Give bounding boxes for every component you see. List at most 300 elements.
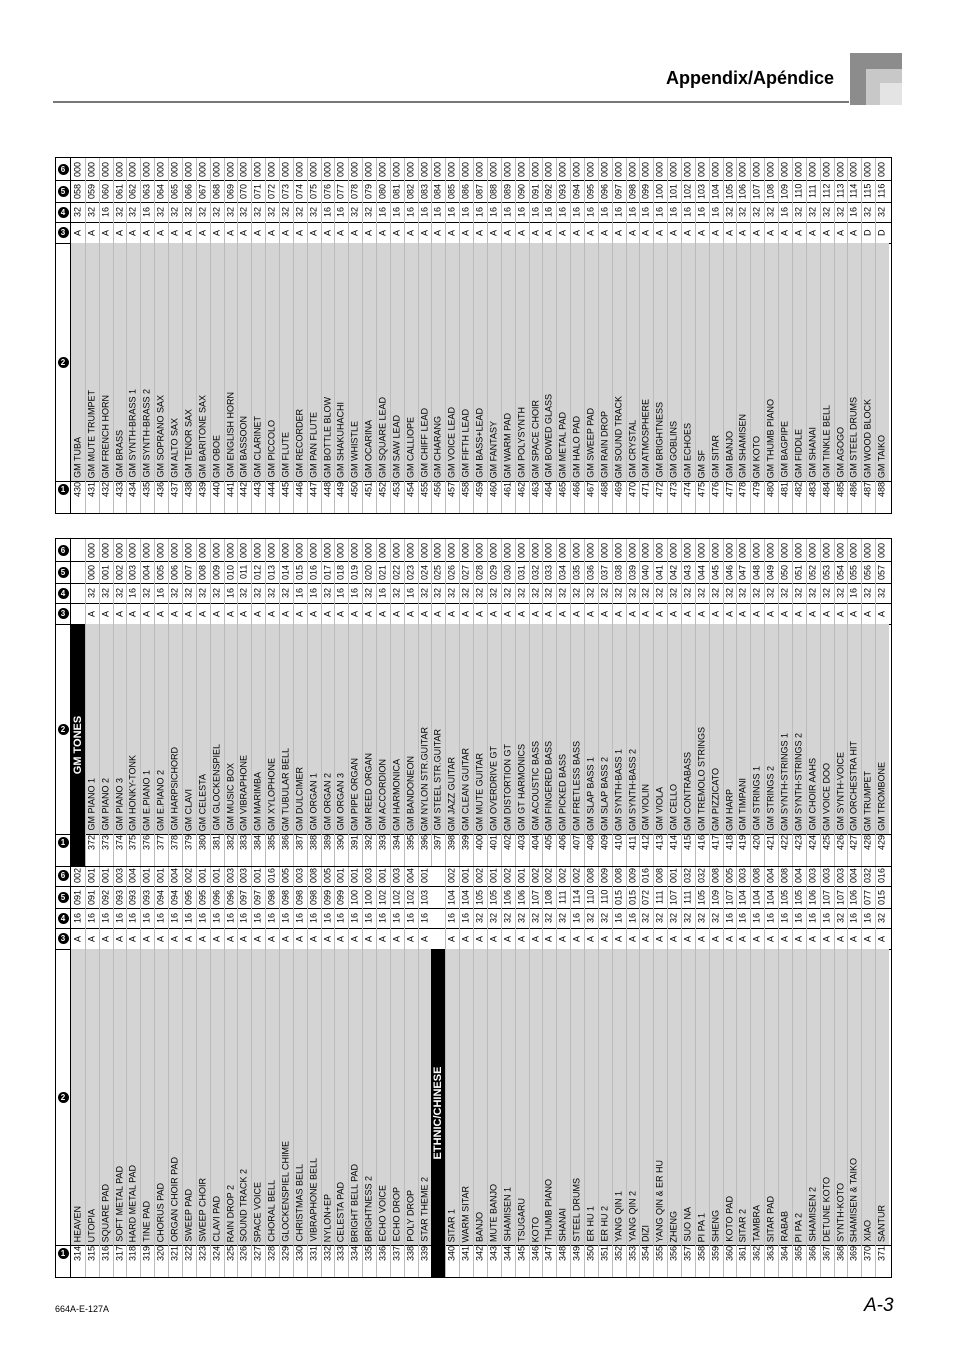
cell-text: 001 <box>335 867 346 883</box>
cell-text: 16 <box>432 207 443 218</box>
table-cell-tone-poly <box>126 908 140 928</box>
cell-text: 442 <box>238 481 249 498</box>
table-cell-tone-name <box>778 624 792 834</box>
table-cell-tone-msb <box>556 158 570 180</box>
cell-text: 32 <box>72 207 83 218</box>
table-cell-tone-bank <box>307 886 321 908</box>
table-cell-tone-poly <box>653 908 667 928</box>
table-cell-tone-name <box>750 949 764 1245</box>
cell-text: 32 <box>543 588 554 599</box>
cell-text: A <box>613 229 624 236</box>
table-cell-tone-number <box>265 481 279 498</box>
table-cell-tone-msb <box>584 539 598 561</box>
cell-text: GM MUTE TRUMPET <box>86 389 97 478</box>
table-cell-tone-poly <box>348 583 362 603</box>
table-cell-tone-poly <box>459 202 473 222</box>
cell-text: GM TROMBONE <box>876 762 887 831</box>
table-cell-tone-number <box>140 834 154 851</box>
cell-text: A <box>599 610 610 617</box>
cell-text: A <box>86 610 97 617</box>
table-cell-tone-bank <box>709 561 723 583</box>
table-cell-tone-poly <box>736 583 750 603</box>
table-cell-tone-msb <box>154 158 168 180</box>
table-cell-tone-poly <box>99 908 113 928</box>
table-cell-tone-type <box>224 928 238 949</box>
cell-text: 16 <box>543 207 554 218</box>
cell-text: 16 <box>100 913 111 924</box>
table-cell-tone-bank <box>792 561 806 583</box>
table-cell-tone-bank <box>570 180 584 202</box>
cell-text: GM CALLIOPE <box>405 416 416 478</box>
cell-text: 32 <box>529 913 540 924</box>
cell-text: A <box>86 229 97 236</box>
cell-text: A <box>613 610 624 617</box>
table-cell-tone-name <box>418 949 432 1245</box>
table-cell-tone-number <box>570 1245 584 1262</box>
table-cell-tone-number <box>639 481 653 498</box>
cell-text: 026 <box>446 564 457 580</box>
table-cell-tone-type <box>362 928 376 949</box>
table-cell-tone-bank <box>736 886 750 908</box>
cell-text: 467 <box>585 481 596 498</box>
table-cell-tone-bank <box>196 561 210 583</box>
cell-text: 029 <box>488 564 499 580</box>
table-cell-tone-bank <box>99 886 113 908</box>
cell-text: 32 <box>349 207 360 218</box>
table-cell-tone-name <box>681 243 695 481</box>
cell-text: 099 <box>335 889 346 905</box>
table-cell-tone-name <box>778 949 792 1245</box>
table-cell-tone-name <box>251 949 265 1245</box>
cell-text: 16 <box>502 207 513 218</box>
table-cell-tone-type <box>806 603 820 624</box>
cell-text: 330 <box>294 1245 305 1262</box>
cell-text: 080 <box>377 183 388 199</box>
table-cell-tone-msb <box>764 158 778 180</box>
cell-text: 001 <box>419 867 430 883</box>
cell-text: GM SF <box>696 449 707 478</box>
table-cell-tone-type <box>806 928 820 949</box>
cell-text: 000 <box>238 542 249 558</box>
table-cell-tone-bank <box>224 886 238 908</box>
table-cell-tone-type <box>307 928 321 949</box>
table-cell-tone-bank <box>626 886 640 908</box>
cell-text: A <box>779 610 790 617</box>
cell-text: 32 <box>834 207 845 218</box>
cell-text: A <box>238 610 249 617</box>
cell-text: 346 <box>529 1245 540 1262</box>
cell-text: GM SLAP BASS 2 <box>599 757 610 831</box>
table-cell-tone-type <box>85 222 99 243</box>
cell-text: GM DULCIMER <box>294 766 305 831</box>
cell-text: 000 <box>183 542 194 558</box>
table-cell-tone-msb <box>168 539 182 561</box>
table-cell-tone-type <box>501 928 515 949</box>
table-cell-tone-msb <box>861 864 875 886</box>
table-cell-tone-msb <box>792 539 806 561</box>
table-cell-tone-number <box>584 481 598 498</box>
cell-text: 004 <box>127 867 138 883</box>
cell-text: GM BRASS <box>114 430 124 478</box>
cell-text: 319 <box>141 1245 152 1262</box>
table-cell-tone-type <box>598 603 612 624</box>
table-cell-tone-name <box>168 624 182 834</box>
table-cell-tone-bank <box>348 886 362 908</box>
cell-text: A <box>696 610 707 617</box>
table-cell-tone-name <box>85 624 99 834</box>
table-cell-tone-type <box>334 603 348 624</box>
table-cell-tone-msb <box>459 158 473 180</box>
cell-text: 000 <box>682 542 693 558</box>
cell-text: 448 <box>321 481 332 498</box>
table-cell-tone-name <box>113 624 127 834</box>
table-cell-tone-msb <box>750 158 764 180</box>
cell-text: 486 <box>848 481 859 498</box>
cell-text: 16 <box>197 913 208 924</box>
table-cell-tone-type <box>473 222 487 243</box>
cell-text: A <box>682 935 693 942</box>
cell-text: 16 <box>141 207 152 218</box>
column-marker-2: 2 <box>58 1092 69 1103</box>
table-cell-tone-type <box>348 603 362 624</box>
table-cell-tone-type <box>99 222 113 243</box>
table-cell-tone-poly <box>542 202 556 222</box>
table-cell-tone-name <box>85 949 99 1245</box>
cell-text: 408 <box>585 834 596 851</box>
table-cell-tone-msb <box>71 158 85 180</box>
table-cell-tone-name <box>418 624 432 834</box>
table-cell-tone-number <box>376 481 390 498</box>
cell-text: 318 <box>127 1245 138 1262</box>
cell-text: 32 <box>793 207 804 218</box>
table-cell-tone-type <box>820 222 834 243</box>
cell-text: 001 <box>100 867 111 883</box>
table-cell-tone-poly <box>681 908 695 928</box>
cell-text: ER HU 1 <box>585 1206 596 1242</box>
table-cell-tone-type <box>154 222 168 243</box>
table-cell-tone-name <box>723 949 737 1245</box>
cell-text: 32 <box>252 207 263 218</box>
table-cell-tone-msb <box>723 539 737 561</box>
cell-text: A <box>654 935 665 942</box>
cell-text: 003 <box>238 867 249 883</box>
cell-text: 000 <box>391 161 402 177</box>
cell-text: A <box>488 610 499 617</box>
cell-text: 454 <box>405 481 416 498</box>
table-cell-tone-poly <box>126 583 140 603</box>
table-cell-tone-poly <box>85 583 99 603</box>
table-cell-tone-msb <box>792 158 806 180</box>
cell-text: 001 <box>211 867 222 883</box>
table-cell-tone-msb <box>487 864 501 886</box>
table-cell-tone-number <box>529 834 543 851</box>
table-cell-tone-name <box>126 243 140 481</box>
table-cell-tone-name <box>736 243 750 481</box>
cell-text: 16 <box>252 913 263 924</box>
table-cell-tone-type <box>487 928 501 949</box>
cell-text: 468 <box>599 481 610 498</box>
column-marker-6: 6 <box>58 164 69 175</box>
table-cell-tone-msb <box>265 864 279 886</box>
table-cell-tone-poly <box>778 908 792 928</box>
cell-text: 32 <box>183 588 194 599</box>
table-cell-tone-bank <box>71 180 85 202</box>
table-cell-tone-poly <box>861 583 875 603</box>
cell-text: 020 <box>363 564 374 580</box>
cell-text: 000 <box>696 161 707 177</box>
cell-text: 001 <box>252 867 263 883</box>
table-cell-tone-poly <box>390 908 404 928</box>
cell-text: GM BANDONEON <box>405 755 416 831</box>
cell-text: 32 <box>765 588 776 599</box>
cell-text: 001 <box>197 867 208 883</box>
table-cell-tone-name <box>265 243 279 481</box>
cell-text: GLOCKENSPIEL CHIME <box>280 1141 291 1242</box>
table-cell-tone-type <box>834 603 848 624</box>
table-cell-tone-msb <box>113 539 127 561</box>
cell-text: 16 <box>848 207 859 218</box>
cell-text: 32 <box>613 588 624 599</box>
table-cell-tone-type <box>515 928 529 949</box>
table-cell-tone-name <box>362 949 376 1245</box>
cell-text: 476 <box>710 481 721 498</box>
cell-text: 017 <box>321 564 332 580</box>
table-cell-tone-type <box>736 928 750 949</box>
cell-text: 085 <box>446 183 457 199</box>
cell-text: A <box>169 229 180 236</box>
table-cell-tone-type <box>168 603 182 624</box>
cell-text: 32 <box>793 588 804 599</box>
cell-text: 322 <box>183 1245 194 1262</box>
cell-text: 000 <box>114 542 124 558</box>
table-cell-tone-bank <box>806 886 820 908</box>
cell-text: 441 <box>224 481 235 498</box>
table-cell-tone-type <box>639 928 653 949</box>
table-cell-tone-poly <box>861 202 875 222</box>
table-cell-tone-poly <box>224 202 238 222</box>
cell-text: 091 <box>529 183 540 199</box>
cell-text: 16 <box>155 588 166 599</box>
cell-text: GM BRIGHTNESS <box>654 402 665 478</box>
cell-text: 016 <box>876 867 887 883</box>
table-cell-tone-poly <box>515 202 529 222</box>
table-cell-tone-number <box>459 481 473 498</box>
table-cell-tone-name <box>501 243 515 481</box>
cell-text: 340 <box>446 1245 457 1262</box>
cell-text: 012 <box>252 564 263 580</box>
table-cell-tone-poly <box>639 908 653 928</box>
table-cell-tone-type <box>820 603 834 624</box>
cell-text: 106 <box>516 889 527 905</box>
table-cell-tone-type <box>459 928 473 949</box>
table-cell-tone-bank <box>334 180 348 202</box>
cell-text: 32 <box>211 207 222 218</box>
table-cell-tone-number <box>237 1245 251 1262</box>
table-cell-tone-number <box>612 834 626 851</box>
table-cell-tone-poly <box>279 583 293 603</box>
table-cell-tone-type <box>556 603 570 624</box>
table-cell-tone-bank <box>653 180 667 202</box>
table-cell-tone-bank <box>265 561 279 583</box>
table-cell-tone-msb <box>71 864 85 886</box>
cell-text: 038 <box>613 564 624 580</box>
cell-text: A <box>765 229 776 236</box>
table-cell-tone-poly <box>71 908 85 928</box>
cell-text: 384 <box>252 834 263 851</box>
header-strip <box>56 158 71 513</box>
cell-text: 087 <box>474 183 485 199</box>
table-cell-tone-number <box>820 834 834 851</box>
cell-text: 066 <box>183 183 194 199</box>
table-cell-tone-poly <box>487 202 501 222</box>
cell-text: 077 <box>335 183 346 199</box>
table-cell-tone-msb <box>293 539 307 561</box>
cell-text: A <box>419 935 430 942</box>
table-cell-tone-msb <box>806 864 820 886</box>
table-cell-tone-poly <box>196 908 210 928</box>
table-cell-tone-msb <box>556 539 570 561</box>
table-cell-tone-msb <box>445 158 459 180</box>
table-cell-tone-poly <box>529 583 543 603</box>
cell-text: 339 <box>419 1245 430 1262</box>
table-cell-tone-number <box>473 834 487 851</box>
table-cell-tone-msb <box>376 864 390 886</box>
table-cell-tone-poly <box>542 908 556 928</box>
cell-text: A <box>211 610 222 617</box>
table-cell-tone-number <box>237 834 251 851</box>
table-cell-tone-name <box>598 243 612 481</box>
table-cell-tone-bank <box>390 886 404 908</box>
cell-text: 005 <box>321 867 332 883</box>
table-cell-tone-type <box>376 928 390 949</box>
cell-text: A <box>765 935 776 942</box>
cell-text: GM ENGLISH HORN <box>224 392 235 478</box>
table-cell-tone-type <box>321 928 335 949</box>
table-cell-tone-msb <box>431 158 445 180</box>
table-cell-tone-name <box>847 949 861 1245</box>
cell-text: A <box>571 610 582 617</box>
cell-text: 000 <box>488 542 499 558</box>
cell-text: 403 <box>516 834 527 851</box>
table-cell-tone-msb <box>487 158 501 180</box>
table-cell-tone-name <box>529 624 543 834</box>
cell-text: 000 <box>516 542 527 558</box>
cell-text: A <box>460 935 471 942</box>
cell-text: 096 <box>211 889 222 905</box>
cell-text: 115 <box>862 183 873 199</box>
cell-text: 000 <box>848 161 859 177</box>
table-cell-tone-type <box>431 603 445 624</box>
table-cell-tone-number <box>251 834 265 851</box>
table-cell-tone-poly <box>279 908 293 928</box>
table-cell-tone-poly <box>612 908 626 928</box>
cell-text: 369 <box>848 1245 859 1262</box>
cell-text: 16 <box>460 207 471 218</box>
table-cell-tone-number <box>473 481 487 498</box>
table-cell-tone-name <box>362 624 376 834</box>
table-cell-tone-name <box>750 243 764 481</box>
table-cell-tone-msb <box>750 539 764 561</box>
table-cell-tone-name <box>307 243 321 481</box>
table-cell-tone-poly <box>390 583 404 603</box>
cell-text: GM PICKED BASS <box>557 753 568 831</box>
table-cell-tone-bank <box>168 180 182 202</box>
column-marker-3: 3 <box>58 227 69 238</box>
cell-text: 105 <box>779 889 790 905</box>
table-cell-tone-type <box>875 603 889 624</box>
table-cell-tone-msb <box>667 158 681 180</box>
cell-text: 378 <box>169 834 180 851</box>
table-cell-tone-msb <box>251 158 265 180</box>
cell-text: 398 <box>446 834 457 851</box>
cell-text: 046 <box>724 564 735 580</box>
table-cell-tone-msb <box>473 158 487 180</box>
table-cell-tone-name <box>293 949 307 1245</box>
table-cell-tone-name <box>307 949 321 1245</box>
cell-text: 32 <box>100 588 111 599</box>
cell-text: A <box>72 229 83 236</box>
cell-text: 102 <box>405 889 416 905</box>
table-cell-tone-name <box>709 949 723 1245</box>
cell-text: 107 <box>821 889 832 905</box>
table-cell-tone-bank <box>487 886 501 908</box>
table-cell-tone-type <box>154 603 168 624</box>
cell-text: 32 <box>654 913 665 924</box>
cell-text: A <box>183 935 194 942</box>
cell-text: A <box>377 935 388 942</box>
cell-text: A <box>834 229 845 236</box>
cell-text: GM CONTRABASS <box>682 751 693 831</box>
cell-text: 440 <box>211 481 222 498</box>
table-cell-tone-poly <box>695 908 709 928</box>
table-cell-tone-type <box>85 603 99 624</box>
cell-text: 471 <box>640 481 651 498</box>
cell-text: A <box>668 935 679 942</box>
cell-text: 104 <box>460 889 471 905</box>
cell-text: A <box>197 610 208 617</box>
cell-text: 093 <box>557 183 568 199</box>
table-cell-tone-poly <box>348 908 362 928</box>
cell-text: 011 <box>238 564 249 580</box>
table-cell-tone-number <box>542 481 556 498</box>
table-cell-tone-number <box>293 834 307 851</box>
table-cell-tone-msb <box>542 539 556 561</box>
cell-text: GM BASS+LEAD <box>474 408 485 478</box>
cell-text: 106 <box>807 889 818 905</box>
cell-text: XIAO <box>862 1220 873 1242</box>
cell-text: 023 <box>405 564 416 580</box>
table-cell-tone-name <box>459 243 473 481</box>
cell-text: A <box>640 610 651 617</box>
cell-text: 343 <box>488 1245 499 1262</box>
cell-text: 030 <box>502 564 513 580</box>
cell-text: 347 <box>543 1245 554 1262</box>
table-cell-tone-msb <box>875 158 889 180</box>
cell-text: 098 <box>294 889 305 905</box>
cell-text: 093 <box>127 889 138 905</box>
table-cell-tone-msb <box>418 864 432 886</box>
table-cell-tone-bank <box>515 561 529 583</box>
cell-text: 32 <box>432 588 443 599</box>
table-cell-tone-type <box>404 603 418 624</box>
table-cell-tone-number <box>445 1245 459 1262</box>
cell-text: 109 <box>779 183 790 199</box>
table-cell-tone-type <box>376 603 390 624</box>
table-cell-tone-type <box>348 222 362 243</box>
table-cell-tone-msb <box>307 539 321 561</box>
table-cell-tone-msb <box>501 158 515 180</box>
cell-text: A <box>807 610 818 617</box>
